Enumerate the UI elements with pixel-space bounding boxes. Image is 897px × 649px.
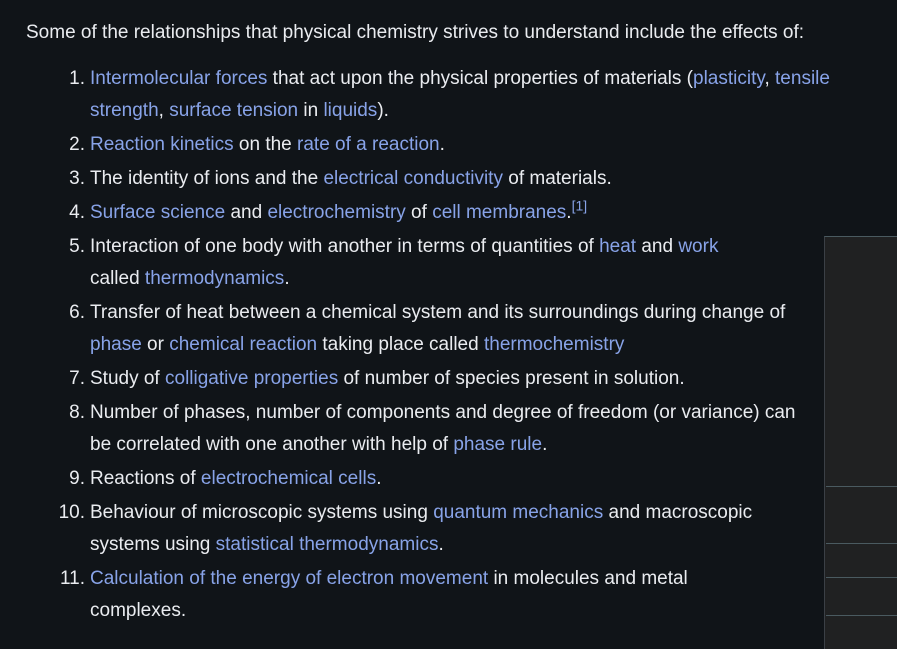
link-work[interactable]: work bbox=[678, 236, 719, 257]
side-infobox-panel bbox=[824, 236, 897, 649]
item-text: Behaviour of microscopic systems using bbox=[90, 502, 434, 523]
item-text: Study of bbox=[90, 368, 165, 389]
item-text: Interaction of one body with another in terms of quantities of bbox=[90, 236, 600, 257]
item-text: taking place called bbox=[317, 334, 484, 355]
list-item bbox=[58, 463, 873, 495]
item-text: . bbox=[566, 202, 572, 223]
item-text: The identity of ions and the bbox=[90, 168, 324, 189]
list-item bbox=[58, 297, 810, 361]
item-text: that act upon the physical properties of materials ( bbox=[267, 68, 694, 89]
item-number: 2. bbox=[69, 134, 85, 155]
link-surface-tension[interactable]: surface tension bbox=[169, 100, 299, 121]
link-intermolecular-forces[interactable]: Intermolecular forces bbox=[90, 68, 268, 89]
item-text: , bbox=[158, 100, 170, 121]
item-number: 4. bbox=[69, 202, 85, 223]
item-text: ). bbox=[377, 100, 389, 121]
list-item bbox=[58, 129, 873, 161]
link-surface-science[interactable]: Surface science bbox=[90, 202, 226, 223]
item-text: Reactions of bbox=[90, 468, 201, 489]
citation-link[interactable]: [1] bbox=[571, 197, 588, 214]
link-calculation-of-electron-energy[interactable]: Calculation of the energy of electron movement bbox=[90, 568, 489, 589]
item-text: of materials. bbox=[502, 168, 612, 189]
item-number: 11. bbox=[59, 568, 85, 589]
link-phase-rule[interactable]: phase rule bbox=[453, 434, 543, 455]
item-number: 8. bbox=[69, 402, 85, 423]
list-item bbox=[58, 231, 770, 295]
relationships-list bbox=[58, 63, 873, 629]
item-text: Transfer of heat between a chemical system and its surroundings during change of bbox=[90, 302, 786, 323]
list-item bbox=[58, 563, 750, 627]
link-tensile-strength[interactable]: tensile strength bbox=[90, 68, 830, 121]
list-item bbox=[58, 63, 873, 127]
list-item bbox=[58, 397, 810, 461]
item-number: 3. bbox=[69, 168, 85, 189]
link-electrical-conductivity[interactable]: electrical conductivity bbox=[323, 168, 503, 189]
item-number: 10. bbox=[58, 502, 85, 523]
item-text: on the bbox=[233, 134, 298, 155]
link-thermochemistry[interactable]: thermochemistry bbox=[483, 334, 625, 355]
link-rate-of-a-reaction[interactable]: rate of a reaction bbox=[297, 134, 440, 155]
item-number: 5. bbox=[69, 236, 85, 257]
item-text: Number of phases, number of components and degree of freedom (or variance) can be correlated with one another with help of bbox=[90, 402, 796, 455]
list-item bbox=[58, 363, 873, 395]
item-text: of number of species present in solution. bbox=[338, 368, 685, 389]
item-text: and bbox=[636, 236, 679, 257]
item-text: . bbox=[439, 134, 445, 155]
link-electrochemistry[interactable]: electrochemistry bbox=[267, 202, 406, 223]
item-text: . bbox=[376, 468, 382, 489]
item-number: 1. bbox=[69, 68, 85, 89]
link-liquids[interactable]: liquids bbox=[323, 100, 378, 121]
link-cell-membranes[interactable]: cell membranes bbox=[432, 202, 567, 223]
item-text: in molecules and metal complexes. bbox=[90, 568, 688, 621]
list-item bbox=[58, 497, 800, 561]
list-item bbox=[58, 163, 873, 195]
item-number: 6. bbox=[69, 302, 85, 323]
link-reaction-kinetics[interactable]: Reaction kinetics bbox=[90, 134, 234, 155]
side-panel-divider bbox=[826, 543, 897, 544]
side-panel-divider bbox=[826, 577, 897, 578]
link-electrochemical-cells[interactable]: electrochemical cells bbox=[200, 468, 377, 489]
intro-paragraph: Some of the relationships that physical chemistry strives to understand include the effects of: bbox=[26, 22, 804, 43]
item-text: in bbox=[298, 100, 324, 121]
item-number: 9. bbox=[69, 468, 85, 489]
list-item bbox=[58, 197, 873, 229]
link-phase[interactable]: phase bbox=[90, 334, 142, 355]
side-panel-divider bbox=[826, 615, 897, 616]
link-thermodynamics[interactable]: thermodynamics bbox=[144, 268, 285, 289]
link-chemical-reaction[interactable]: chemical reaction bbox=[169, 334, 318, 355]
item-number: 7. bbox=[69, 368, 85, 389]
item-text: or bbox=[141, 334, 170, 355]
link-quantum-mechanics[interactable]: quantum mechanics bbox=[433, 502, 604, 523]
link-plasticity[interactable]: plasticity bbox=[693, 68, 765, 89]
item-text: and macroscopic systems using bbox=[90, 502, 753, 555]
item-text: . bbox=[542, 434, 548, 455]
item-text: , bbox=[764, 68, 776, 89]
item-text: . bbox=[284, 268, 290, 289]
side-panel-divider bbox=[826, 486, 897, 487]
item-text: and bbox=[225, 202, 268, 223]
link-statistical-thermodynamics[interactable]: statistical thermodynamics bbox=[215, 534, 439, 555]
link-colligative-properties[interactable]: colligative properties bbox=[165, 368, 339, 389]
link-heat[interactable]: heat bbox=[599, 236, 637, 257]
item-text: of bbox=[405, 202, 433, 223]
item-text: . bbox=[438, 534, 444, 555]
item-text: called bbox=[90, 268, 145, 289]
